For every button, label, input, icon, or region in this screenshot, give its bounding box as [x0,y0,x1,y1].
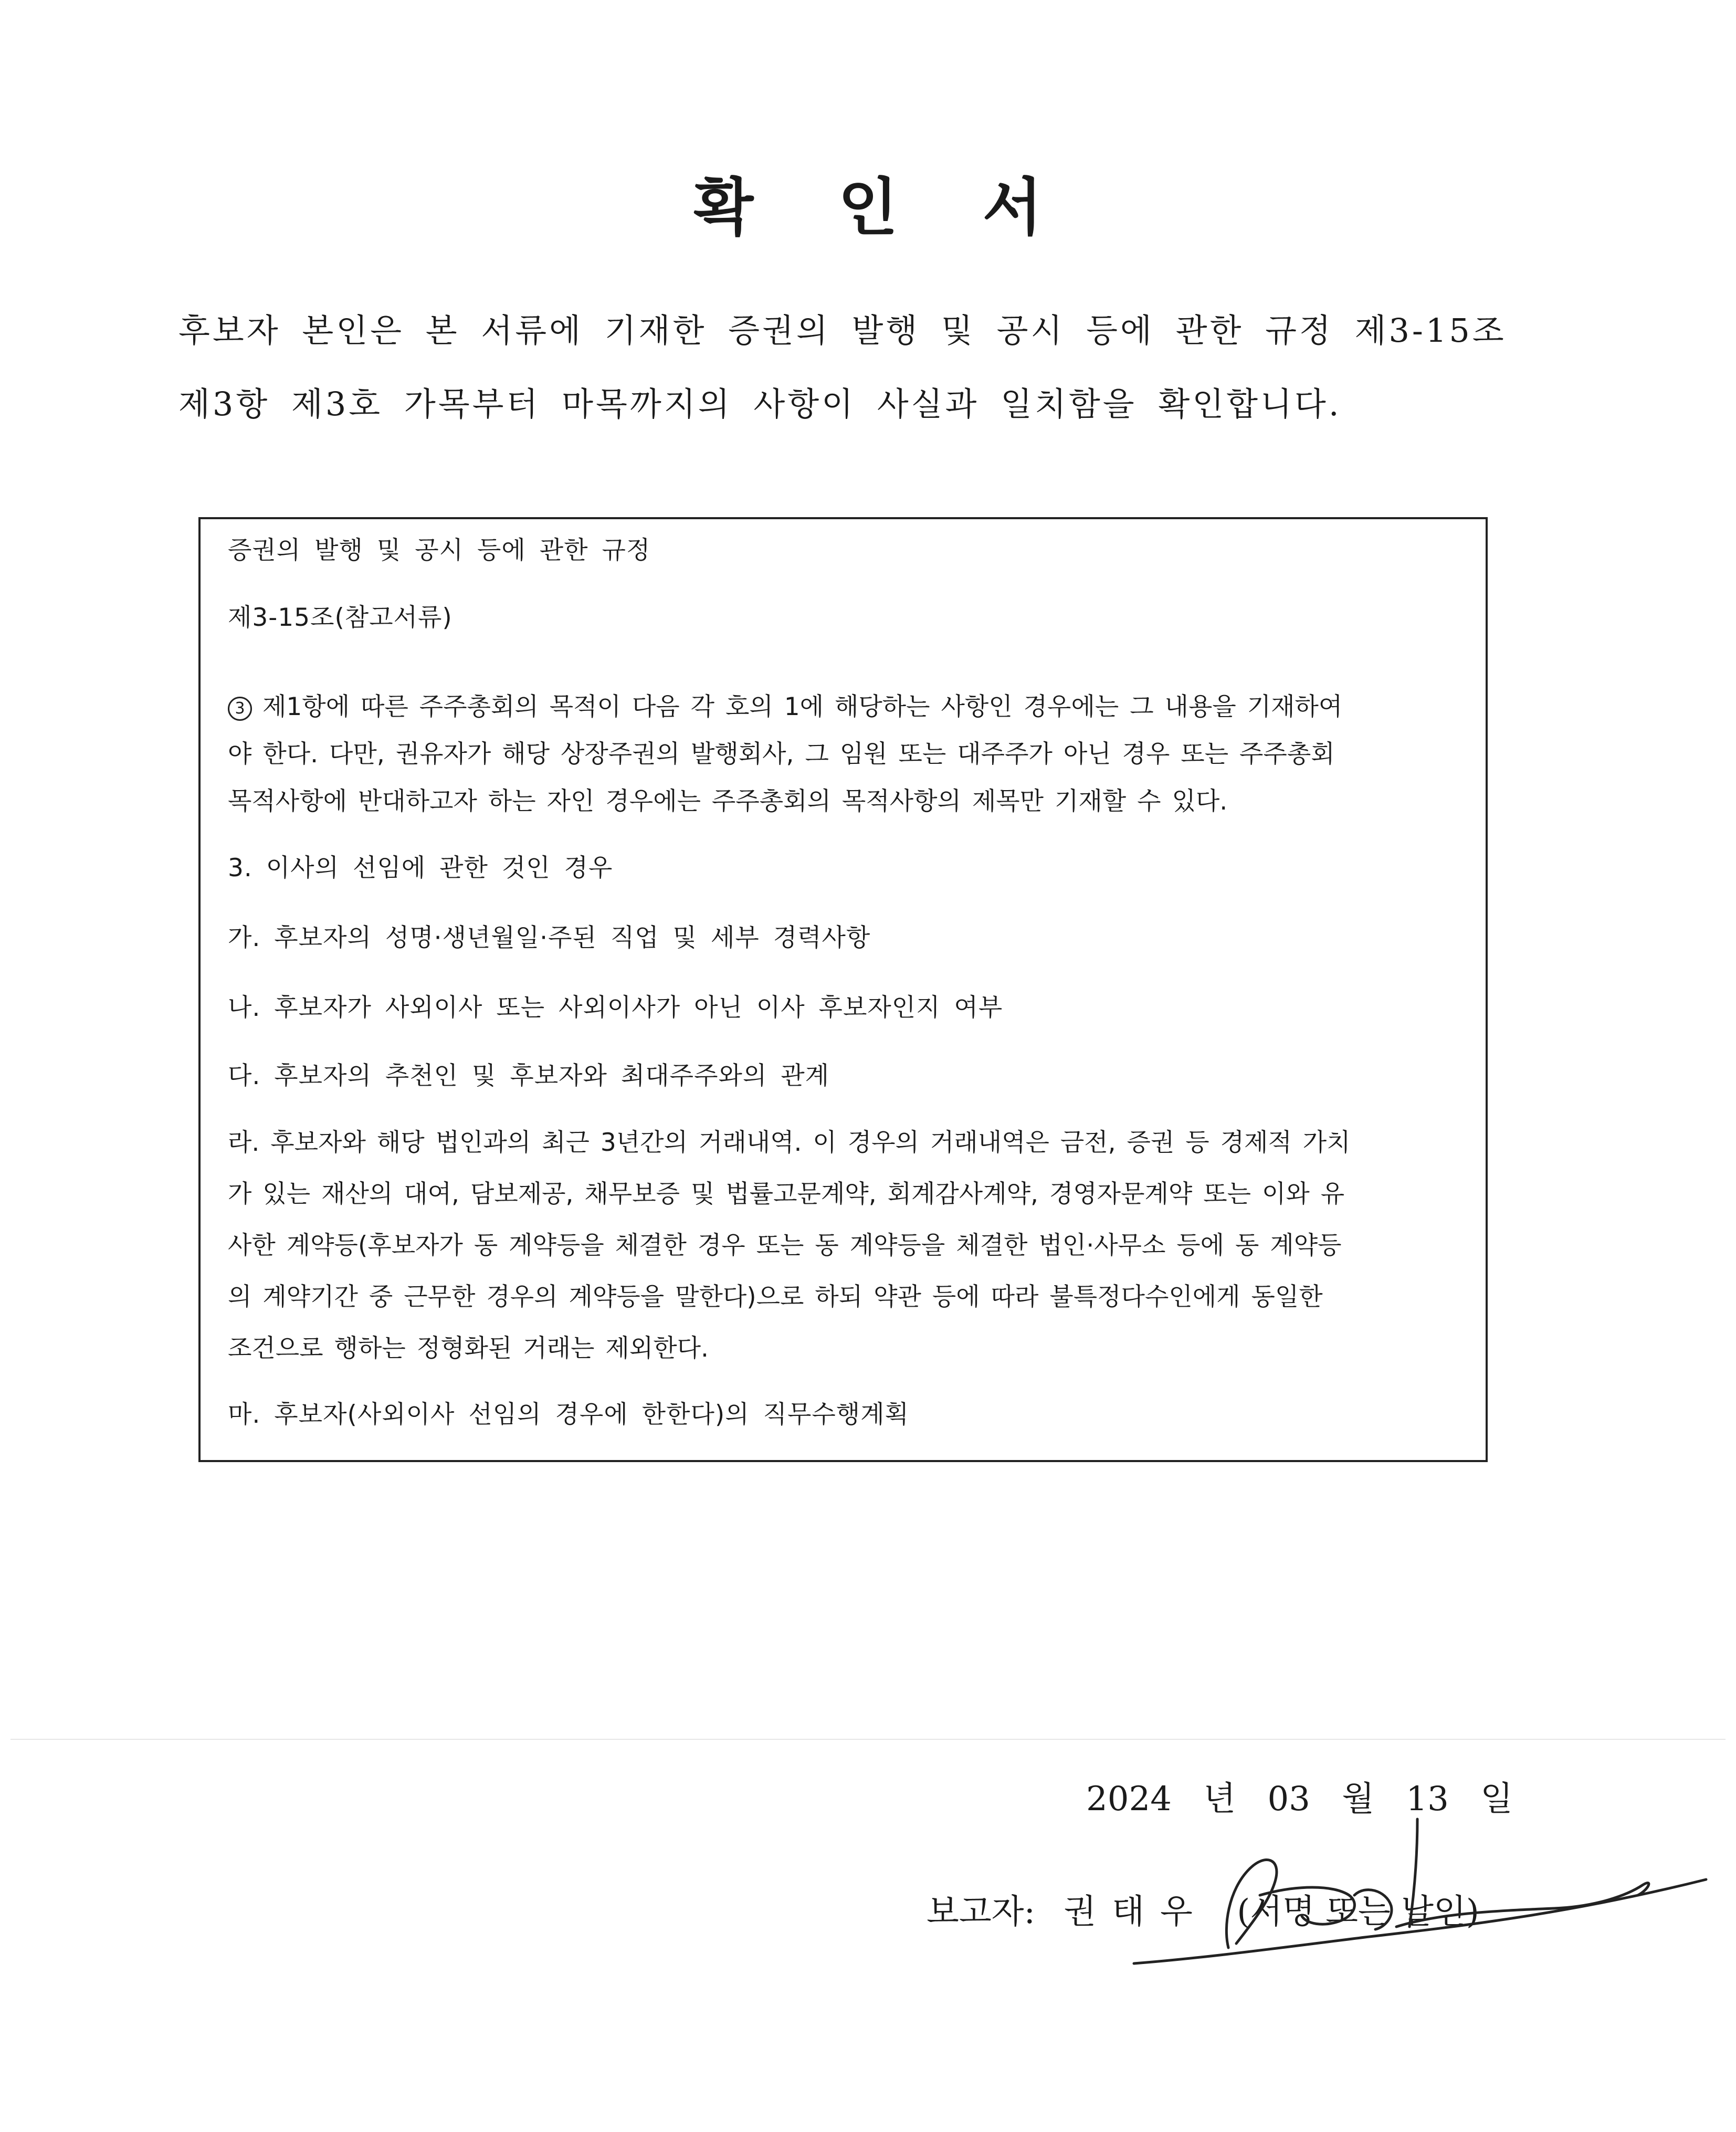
date-day: 13 [1406,1780,1449,1819]
article-title: 제3-15조(참고서류) [228,603,453,632]
handwritten-signature [1123,1806,1717,1995]
date-month: 03 [1267,1780,1310,1819]
item-3: 3. 이사의 선임에 관한 것인 경우 [228,854,613,883]
date-month-unit: 월 [1342,1780,1375,1819]
clause-3-circled-number: 3 [228,697,252,721]
date-day-unit: 일 [1480,1780,1513,1819]
item-ra-line: 조건으로 행하는 정형화된 거래는 제외한다. [228,1334,709,1363]
item-ra-line: 가 있는 재산의 대여, 담보제공, 채무보증 및 법률고문계약, 회계감사계약, 경영자문계약 또는 이와 유 [228,1180,1345,1209]
item-ra-line: 사한 계약등(후보자가 동 계약등을 체결한 경우 또는 동 계약등을 체결한 법인·사무소 등에 동 계약등 [228,1231,1342,1260]
clause-line: 야 한다. 다만, 권유자가 해당 상장주권의 발행회사, 그 임원 또는 대주주가 아닌 경우 또는 주주총회 [228,740,1335,769]
date-year-unit: 년 [1203,1780,1236,1819]
page-divider [10,1739,1726,1740]
item-ra-line: 의 계약기간 중 근무한 경우의 계약등을 말한다)으로 하되 약관 등에 따라 불특정다수인에게 동일한 [228,1283,1323,1311]
clause-line: 3 제1항에 따른 주주총회의 목적이 다음 각 호의 1에 해당하는 사항인 경우에는 그 내용을 기재하여 [228,687,1342,722]
regulation-excerpt-box [198,517,1488,1462]
clause-line: 목적사항에 반대하고자 하는 자인 경우에는 주주총회의 목적사항의 제목만 기재할 수 있다. [228,787,1228,816]
reporter-name: 권태우 [1064,1893,1208,1931]
item-da: 다. 후보자의 추천인 및 후보자와 최대주주와의 관계 [228,1062,830,1090]
item-ga: 가. 후보자의 성명·생년월일·주된 직업 및 세부 경력사항 [228,923,871,952]
statement-line-1: 후보자 본인은 본 서류에 기재한 증권의 발행 및 공시 등에 관한 규정 제3-15조 [178,311,1507,350]
statement-line-2: 제3항 제3호 가목부터 마목까지의 사항이 사실과 일치함을 확인합니다. [178,385,1342,423]
reporter-label: 보고자: [927,1893,1036,1931]
sign-instruction: (서명 또는 날인) [1237,1893,1479,1931]
document-title: 확 인 서 [693,171,1074,244]
item-na: 나. 후보자가 사외이사 또는 사외이사가 아닌 이사 후보자인지 여부 [228,993,1003,1022]
item-ma: 마. 후보자(사외이사 선임의 경우에 한한다)의 직무수행계획 [228,1400,909,1429]
date-year: 2024 [1086,1780,1172,1819]
regulation-heading: 증권의 발행 및 공시 등에 관한 규정 [228,536,651,565]
item-ra-line: 라. 후보자와 해당 법인과의 최근 3년간의 거래내역. 이 경우의 거래내역은 금전, 증권 등 경제적 가치 [228,1128,1351,1157]
confirmation-statement [178,294,1522,441]
